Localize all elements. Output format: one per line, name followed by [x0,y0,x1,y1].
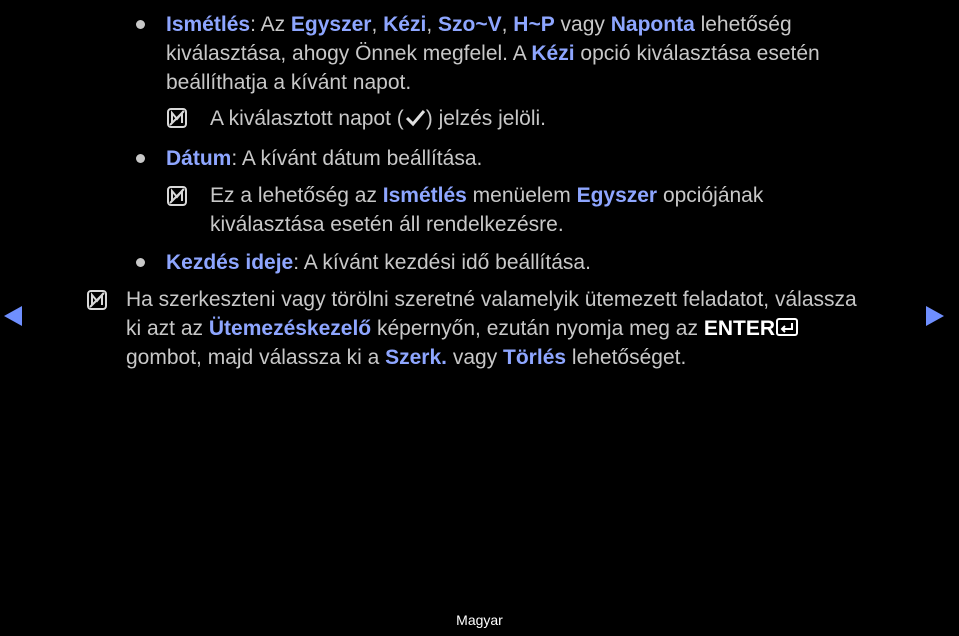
enter-icon [775,316,801,336]
triangle-right-icon[interactable] [926,306,944,326]
bullet-datum: Dátum: A kívánt dátum beállítása. [166,147,483,170]
note-icon [87,290,107,310]
note-checkmark: A kiválasztott napot ( ) jelzés jelöli. [210,107,546,130]
note-egyszer: Ez a lehetőség az Ismétlés menüelem Egyszer opciójának kiválasztása esetén áll rendelkezésre. [210,184,764,236]
bullet-kezdes-ideje: Kezdés ideje: A kívánt kezdési idő beállítása. [166,251,591,274]
note-schedule-manager: Ha szerkeszteni vagy törölni szeretné valamelyik ütemezett feladatot, válassza ki azt az Ütemezéskezelő képernyőn, ezután nyomja meg az ENTER gombot, majd válassza ki a Szerk. vagy Törlés lehetőséget. [126,288,857,369]
triangle-left-icon[interactable] [4,306,22,326]
note-icon [167,108,187,128]
term-datum: Dátum [166,147,232,170]
note-icon [167,186,187,206]
bullet-dot [136,258,145,267]
bullet-dot [136,154,145,163]
checkmark-icon [404,107,426,127]
term-kezdes-ideje: Kezdés ideje [166,251,294,274]
bullet-dot [136,20,145,29]
bullet-ismetles: Ismétlés: Az Egyszer, Kézi, Szo~V, H~P vagy Naponta lehetőség kiválasztása, ahogy Önnek megfelel. A Kézi opció kiválasztása esetén beállíthatja a kívánt napot. [166,13,820,94]
footer-language: Magyar [456,612,503,628]
term-ismetles: Ismétlés [166,13,251,36]
